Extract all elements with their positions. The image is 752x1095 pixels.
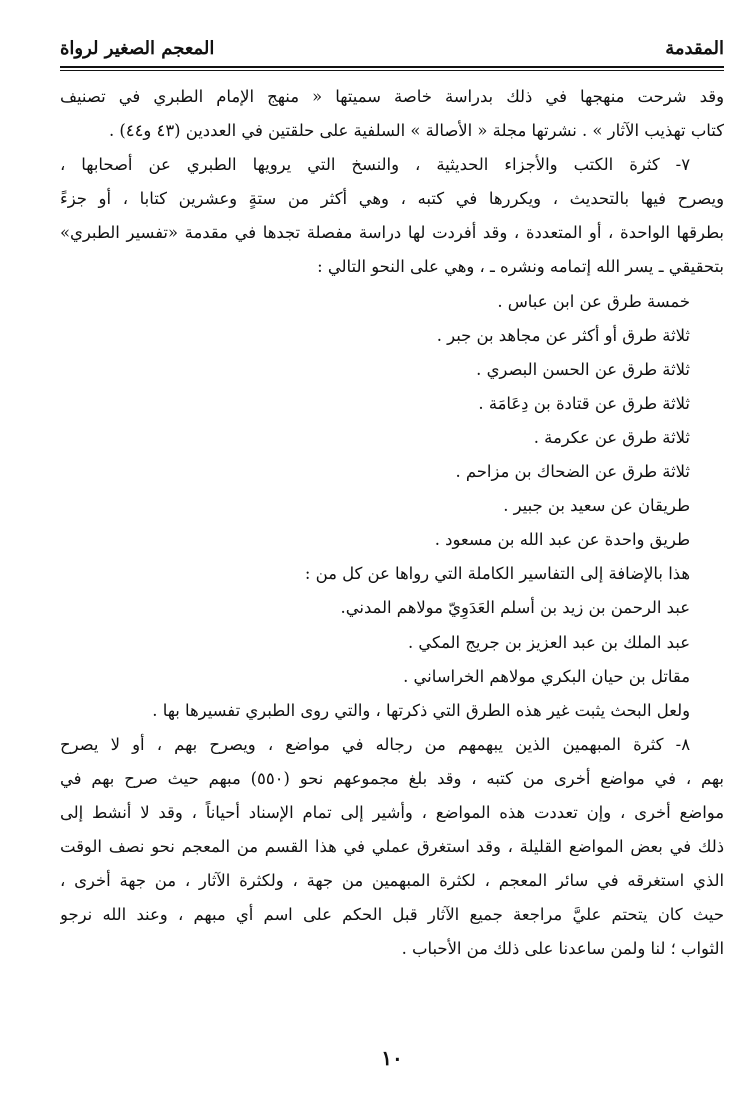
body-line: ويصرح فيها بالتحديث ، ويكررها في كتبه ، وهي أكثر من ستةٍ وعشرين كتابا ، أو جزءً (60, 189, 724, 209)
list-item: ثلاثة طرق أو أكثر عن مجاهد بن جبر . (436, 325, 690, 345)
page-number: ١٠ (381, 1046, 403, 1070)
body-line: الذي استغرقه في سائر المعجم ، لكثرة المبهمين من جهة ، ولكثرة الآثار ، من جهة أخرى ، (60, 871, 724, 891)
book-title: المعجم الصغير لرواة (60, 37, 215, 59)
body-line: وقد شرحت منهجها في ذلك بدراسة خاصة سميتها « منهج الإمام الطبري في تصنيف (60, 87, 724, 106)
running-header (60, 34, 724, 62)
body-line: ٨- كثرة المبهمين الذين يبهمهم من رجاله في مواضع ، ويصرح بهم ، أو لا يصرح (60, 734, 690, 754)
body-line: ٧- كثرة الكتب والأجزاء الحديثية ، والنسخ التي يرويها الطبري عن أصحابها ، (60, 155, 690, 175)
page-body (60, 80, 724, 966)
body-line: ذلك في بعض المواضع القليلة ، وقد استغرق عملي في هذا القسم من المعجم نحو نصف الوقت (60, 837, 724, 857)
body-line: الثواب ؛ لنا ولمن ساعدنا على ذلك من الأحباب . (401, 939, 724, 959)
body-line: بتحقيقي ـ يسر الله إتمامه ونشره ـ ، وهي على النحو التالي : (317, 257, 724, 277)
list-item: طريق واحدة عن عبد الله بن مسعود . (434, 530, 690, 550)
body-line: كتاب تهذيب الآثار » . نشرتها مجلة « الأصالة » السلفية على حلقتين في العددين (٤٣ و٤٤) . (108, 121, 724, 141)
list-item: ثلاثة طرق عن عكرمة . (533, 427, 690, 447)
list-item: ثلاثة طرق عن قتادة بن دِعَامَة . (478, 393, 690, 413)
list-item: خمسة طرق عن ابن عباس . (497, 291, 690, 311)
body-line: هذا بالإضافة إلى التفاسير الكاملة التي رواها عن كل من : (304, 564, 690, 584)
list-item: ثلاثة طرق عن الضحاك بن مزاحم . (455, 462, 690, 482)
body-line: بطرقها الواحدة ، أو المتعددة ، وقد أفردت لها دراسة مفصلة تجدها في مقدمة «تفسير الطبري» (60, 223, 724, 243)
header-rule-thin (60, 70, 724, 71)
list-item: طريقان عن سعيد بن جبير . (503, 496, 690, 516)
body-line: بهم ، في مواضع أخرى من كتبه ، وقد بلغ مجموعهم نحو (٥٥٠) مبهم حيث صرح بهم في (60, 768, 724, 788)
header-rule (60, 66, 724, 68)
book-page (60, 0, 724, 1095)
body-line: ولعل البحث يثبت غير هذه الطرق التي ذكرتها ، والتي روى الطبري تفسيرها بها . (152, 700, 690, 720)
body-line: حيث كان يتحتم عليَّ مراجعة جميع الآثار قبل الحكم على اسم أي مبهم ، وعند الله نرجو (60, 905, 724, 925)
section-title: المقدمة (665, 37, 724, 59)
body-line: مواضع أخرى ، وإن تعددت هذه المواضع ، وأشير إلى تمام الإسناد أحياناً ، وقد لا أنشط إلى (60, 802, 724, 822)
list-item: عبد الملك بن عبد العزيز بن جريج المكي . (407, 632, 690, 652)
list-item: ثلاثة طرق عن الحسن البصري . (476, 359, 690, 379)
list-item: مقاتل بن حيان البكري مولاهم الخراساني . (403, 666, 690, 686)
list-item: عبد الرحمن بن زيد بن أسلم العَدَوِيّ مولاهم المدني. (340, 598, 690, 618)
